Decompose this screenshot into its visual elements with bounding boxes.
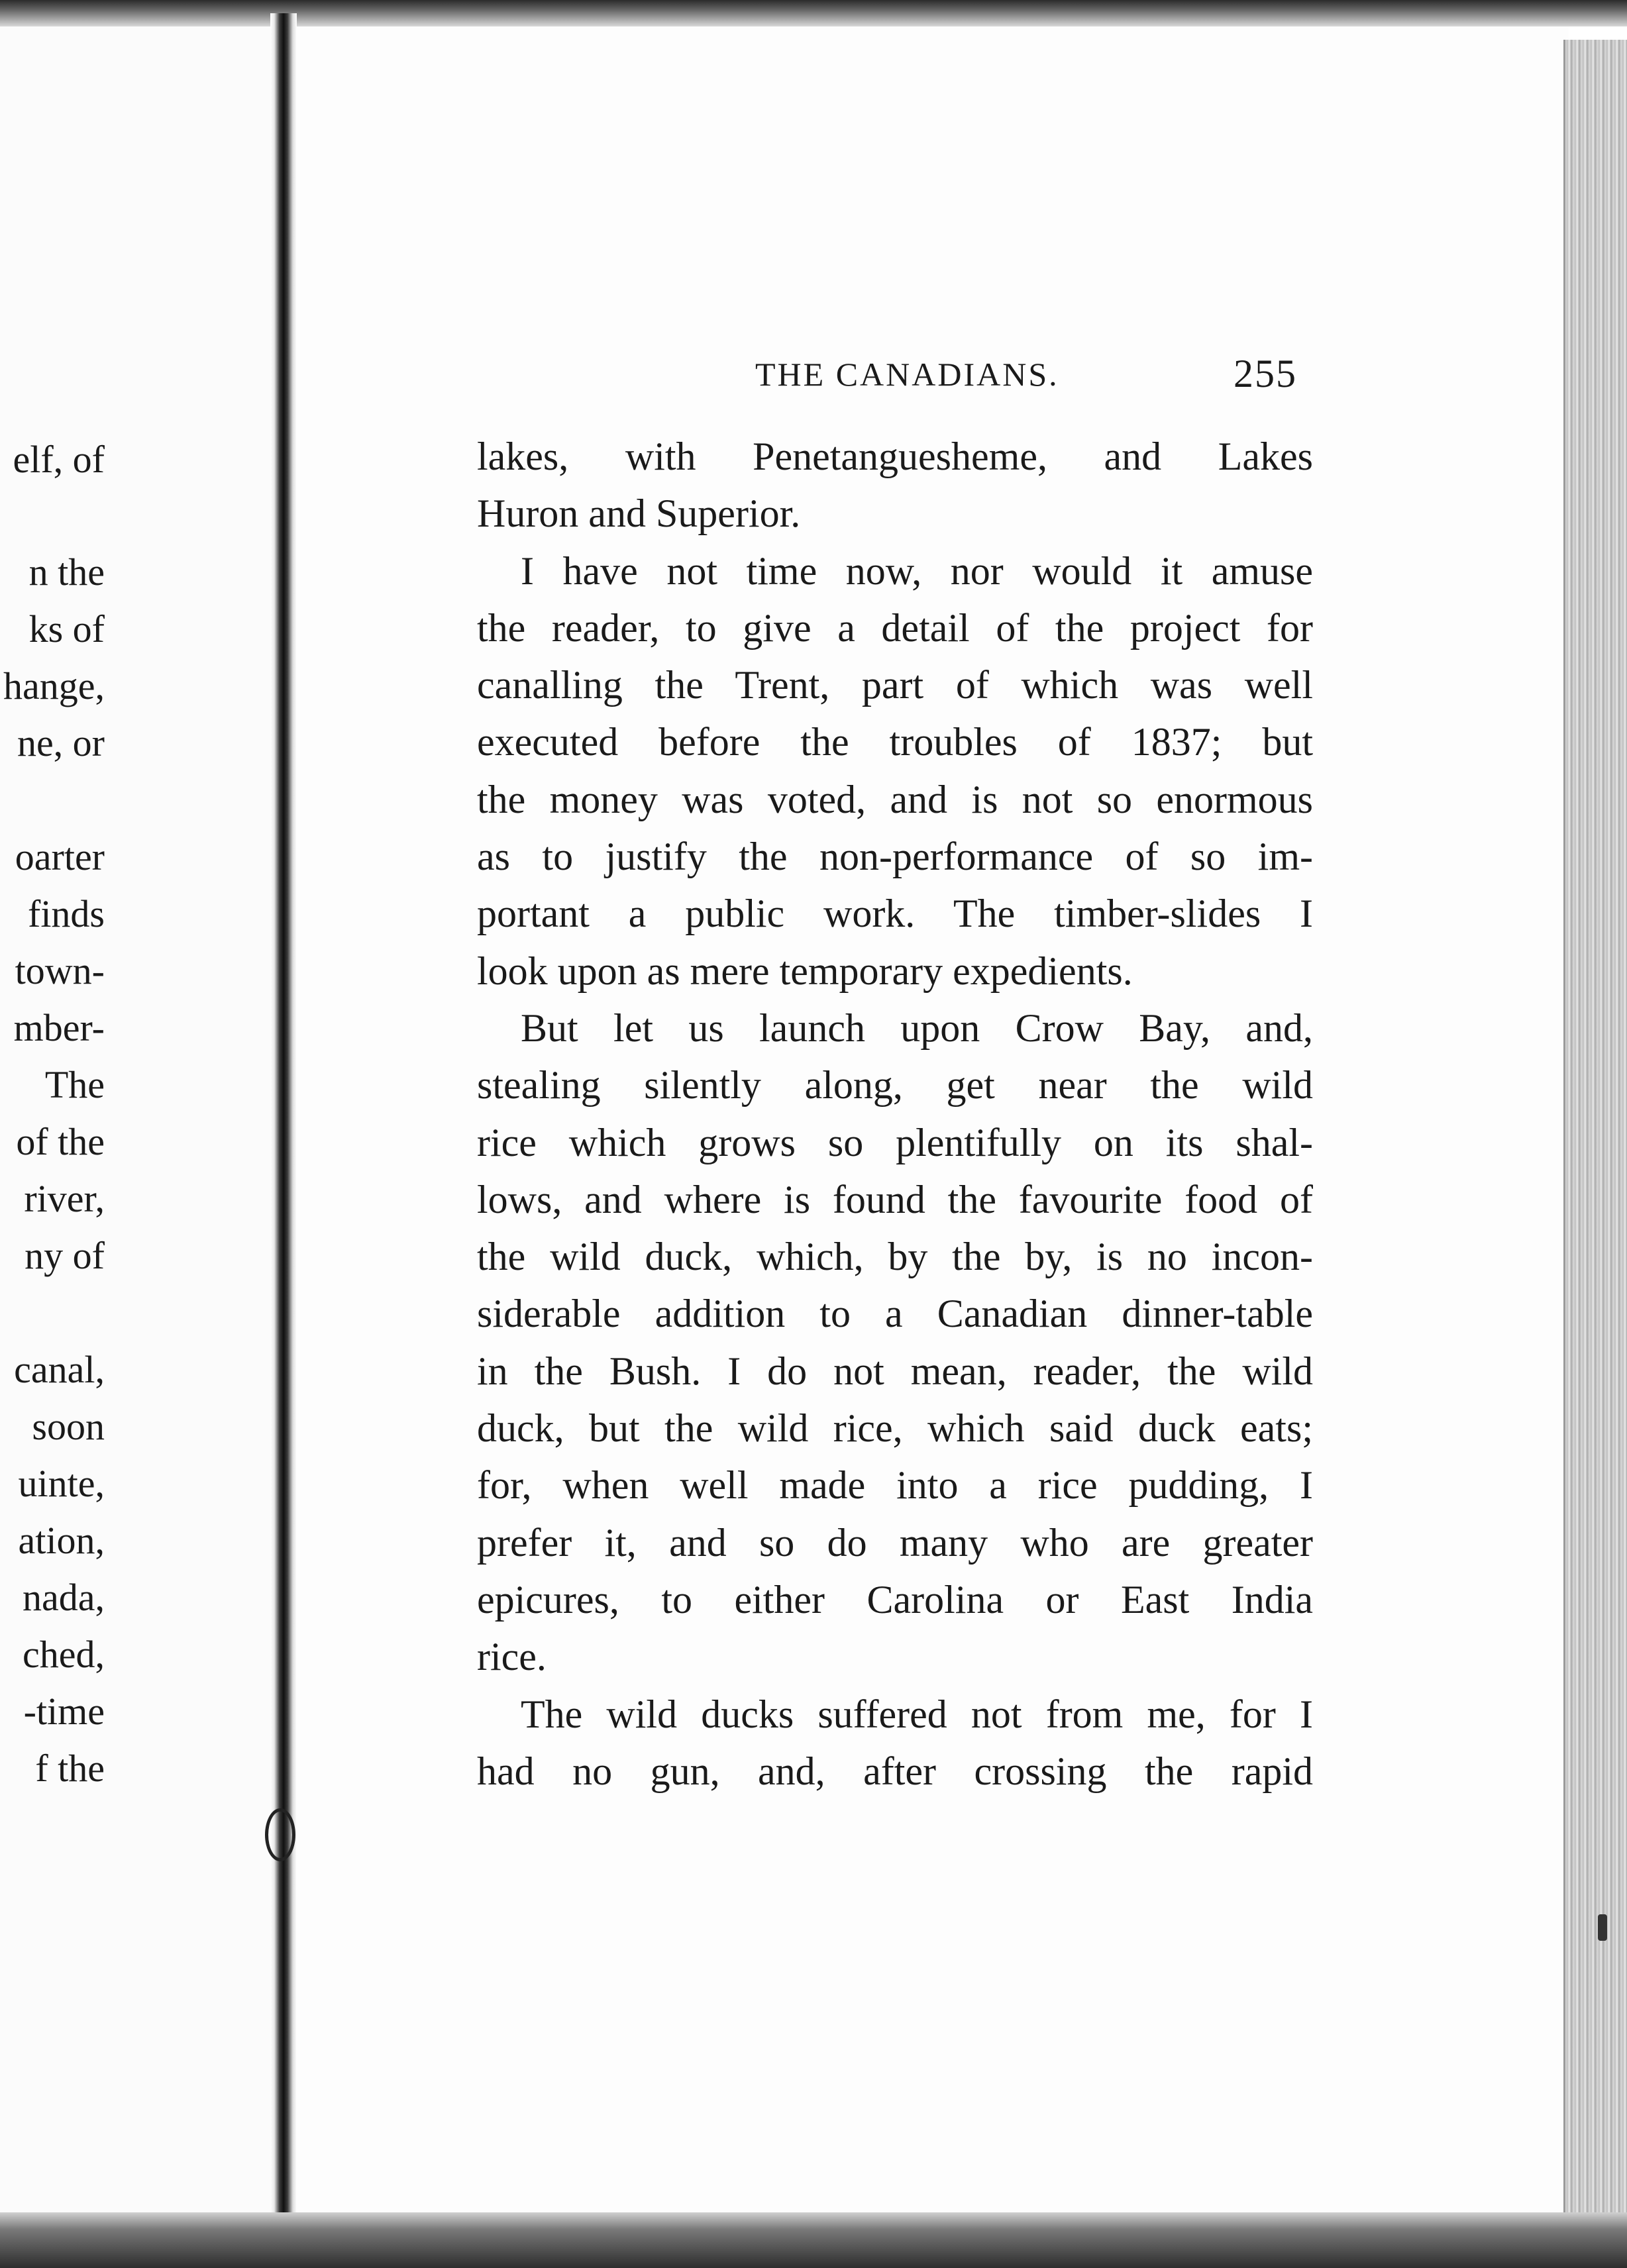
text-line: duck, but the wild rice, which said duck eats; bbox=[477, 1406, 1313, 1451]
left-page-fragment: canal, bbox=[14, 1348, 105, 1391]
text-line: executed before the troubles of 1837; but bbox=[477, 720, 1313, 764]
left-page-fragment: river, bbox=[24, 1177, 105, 1220]
text-line: for, when well made into a rice pudding, I bbox=[477, 1463, 1313, 1508]
text-line: lows, and where is found the favourite food of bbox=[477, 1177, 1313, 1221]
text-line: epicures, to either Carolina or East India bbox=[477, 1577, 1313, 1622]
left-page-fragment: ched, bbox=[23, 1633, 105, 1676]
text-line: rice. bbox=[477, 1635, 547, 1679]
left-page-fragment: finds bbox=[28, 892, 105, 935]
text-line: But let us launch upon Crow Bay, and, bbox=[521, 1005, 1313, 1050]
text-line: Huron and Superior. bbox=[477, 491, 801, 536]
left-page-fragment: ks of bbox=[28, 607, 105, 650]
scan-top-edge bbox=[0, 0, 1627, 26]
left-page-fragment: The bbox=[44, 1063, 105, 1106]
left-page-fragment: of the bbox=[16, 1120, 105, 1163]
text-line: siderable addition to a Canadian dinner-table bbox=[477, 1292, 1313, 1336]
text-line: portant a public work. The timber-slides I bbox=[477, 892, 1313, 936]
text-line: I have not time now, nor would it amuse bbox=[521, 548, 1313, 593]
left-page-fragment: oarter bbox=[15, 835, 105, 878]
left-page-fragment: ne, or bbox=[17, 721, 105, 764]
book-gutter bbox=[270, 13, 297, 2226]
left-page bbox=[0, 26, 273, 2226]
text-line: in the Bush. I do not mean, reader, the wild bbox=[477, 1349, 1313, 1393]
text-line: the reader, to give a detail of the project for bbox=[477, 605, 1313, 650]
scan-bottom-edge bbox=[0, 2212, 1627, 2268]
page-number: 255 bbox=[1233, 352, 1297, 395]
left-page-fragment: ation, bbox=[18, 1519, 105, 1562]
page-fore-edge bbox=[1563, 40, 1627, 2239]
text-line: as to justify the non-performance of so im- bbox=[477, 835, 1313, 879]
left-page-fragment: mber- bbox=[13, 1006, 105, 1049]
text-line: canalling the Trent, part of which was well bbox=[477, 663, 1313, 707]
text-line: prefer it, and so do many who are greater bbox=[477, 1520, 1313, 1565]
left-page-fragment: ny of bbox=[25, 1234, 105, 1277]
left-page-fragment: nada, bbox=[23, 1576, 105, 1619]
left-page-fragment: soon bbox=[32, 1405, 105, 1448]
text-line: the wild duck, which, by the by, is no incon- bbox=[477, 1235, 1313, 1279]
text-line: rice which grows so plentifully on its shal- bbox=[477, 1120, 1313, 1164]
left-page-fragment: elf, of bbox=[13, 438, 105, 481]
left-page-fragment: uinte, bbox=[18, 1462, 105, 1505]
binding-thread bbox=[265, 1808, 295, 1861]
text-line: the money was voted, and is not so enormous bbox=[477, 777, 1313, 821]
left-page-fragment: town- bbox=[15, 949, 105, 992]
text-line: stealing silently along, get near the wild bbox=[477, 1063, 1313, 1108]
body-text bbox=[477, 428, 1313, 1800]
text-line: look upon as mere temporary expedients. bbox=[477, 949, 1133, 993]
left-page-fragment: n the bbox=[28, 550, 105, 593]
text-line: had no gun, and, after crossing the rapid bbox=[477, 1749, 1313, 1793]
fore-edge-mark bbox=[1598, 1914, 1607, 1941]
text-line: The wild ducks suffered not from me, for I bbox=[521, 1692, 1313, 1736]
running-head: THE CANADIANS. bbox=[755, 356, 1059, 393]
left-page-fragment: f the bbox=[35, 1747, 105, 1790]
text-line: lakes, with Penetanguesheme, and Lakes bbox=[477, 435, 1313, 478]
left-page-fragment: hange, bbox=[3, 664, 105, 707]
left-page-fragment: -time bbox=[23, 1690, 105, 1733]
